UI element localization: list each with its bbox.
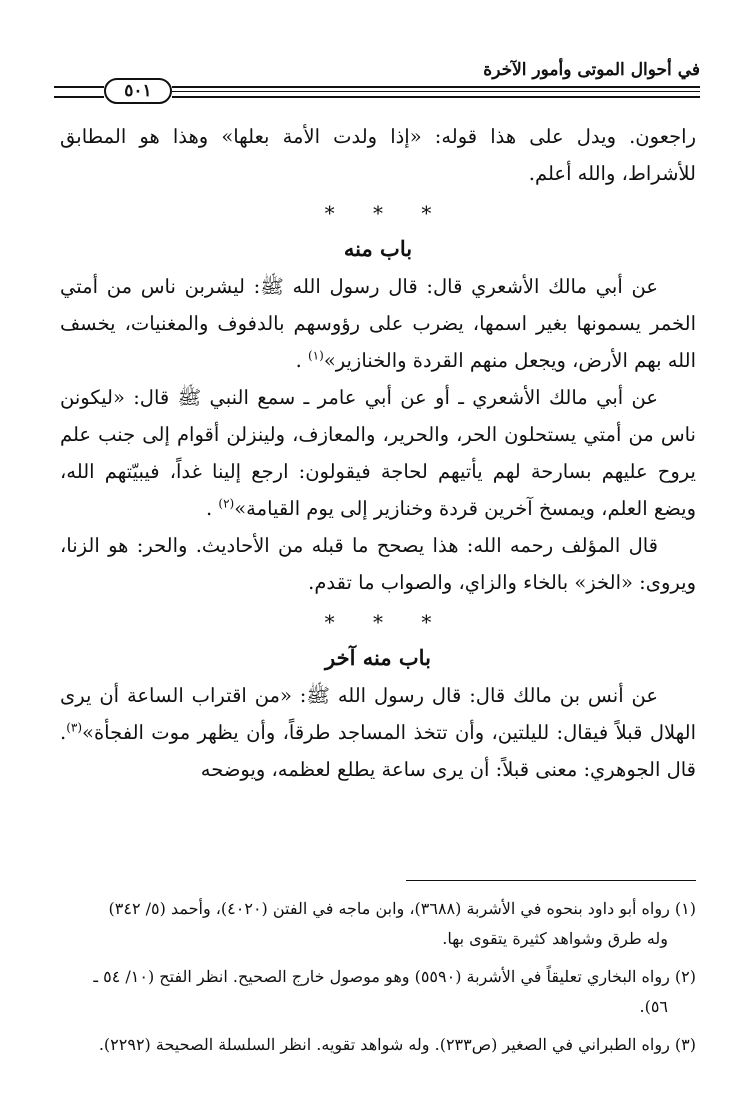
running-title: في أحوال الموتى وأمور الآخرة bbox=[483, 60, 700, 80]
footnote-ref: (٣) bbox=[66, 720, 83, 735]
section-divider: * * * bbox=[324, 201, 432, 225]
paragraph-end: . bbox=[295, 349, 308, 372]
paragraph-end: . bbox=[206, 497, 219, 520]
footnote: (٢) رواه البخاري تعليقاً في الأشربة (٥٥٩٠) وهو موصول خارج الصحيح. انظر الفتح (١٠/ ٥٤ ـ bbox=[93, 967, 696, 986]
footnote: (١) رواه أبو داود بنحوه في الأشربة (٣٦٨٨)، وابن ماجه في الفتن (٤٠٢٠)، وأحمد (٥/ ٣٤٢) bbox=[108, 899, 696, 918]
footnote-ref: (١) bbox=[307, 348, 324, 363]
main-text bbox=[60, 118, 696, 788]
header-rule-left bbox=[54, 96, 104, 98]
header-rule bbox=[172, 96, 700, 98]
paragraph: راجعون. ويدل على هذا قوله: «إذا ولدت الأمة بعلها» وهذا هو المطابق للأشراط، والله أعلم. bbox=[60, 125, 696, 185]
section-title: باب منه آخر bbox=[325, 645, 431, 670]
paragraph bbox=[60, 677, 696, 788]
header-rule bbox=[172, 91, 700, 92]
paragraph: قال المؤلف رحمه الله: هذا يصحح ما قبله من الأحاديث. والحر: هو الزنا، ويروى: «الخز» بالخاء والزاي، والصواب ما تقدم. bbox=[60, 534, 696, 594]
page-header bbox=[54, 56, 700, 106]
paragraph-text: عن أبي مالك الأشعري ـ أو عن أبي عامر ـ سمع النبي ﷺ قال: «ليكونن ناس من أمتي يستحلون الحر، والحرير، والمعازف، ولينزلن أقوام إلى جنب علم يروح عليهم بسارحة لهم يأتيهم لحاجة فيقولون: ارجع إلينا غداً، فيبيّتهم الله، ويضع العلم، ويمسخ آخرين قردة وخنازير إلى يوم القيامة» bbox=[60, 386, 696, 520]
header-rule bbox=[172, 86, 700, 88]
footnote-continuation: وله طرق وشواهد كثيرة يتقوى بها. bbox=[442, 929, 668, 948]
paragraph bbox=[60, 268, 696, 379]
footnote-separator bbox=[406, 880, 696, 881]
footnote-ref: (٢) bbox=[218, 496, 235, 511]
paragraph-text: عن أنس بن مالك قال: قال رسول الله ﷺ: «من اقتراب الساعة أن يرى الهلال قبلاً فيقال: لليلتين، وأن تتخذ المساجد طرقاً، وأن يظهر موت الفجأة» bbox=[60, 684, 696, 744]
paragraph-text: . قال الجوهري: معنى قبلاً: أن يرى ساعة يطلع لعظمه، ويوضحه bbox=[60, 721, 696, 781]
paragraph bbox=[60, 379, 696, 527]
footnote: (٣) رواه الطبراني في الصغير (ص٢٣٣). وله شواهد تقويه. انظر السلسلة الصحيحة (٢٢٩٢). bbox=[98, 1035, 696, 1054]
section-title: باب منه bbox=[343, 236, 413, 261]
footnote-continuation: ٥٦). bbox=[639, 997, 668, 1016]
footnotes bbox=[60, 894, 696, 1068]
section-divider: * * * bbox=[324, 610, 432, 634]
header-rule-left bbox=[54, 86, 104, 88]
paragraph-text: عن أبي مالك الأشعري قال: قال رسول الله ﷺ: ليشربن ناس من أمتي الخمر يسمونها بغير اسمها، يضرب على رؤوسهم بالدفوف والمغنيات، يخسف الله بهم الأرض، ويجعل منهم القردة والخنازير» bbox=[60, 275, 696, 372]
page-number: ٥٠١ bbox=[104, 78, 172, 104]
